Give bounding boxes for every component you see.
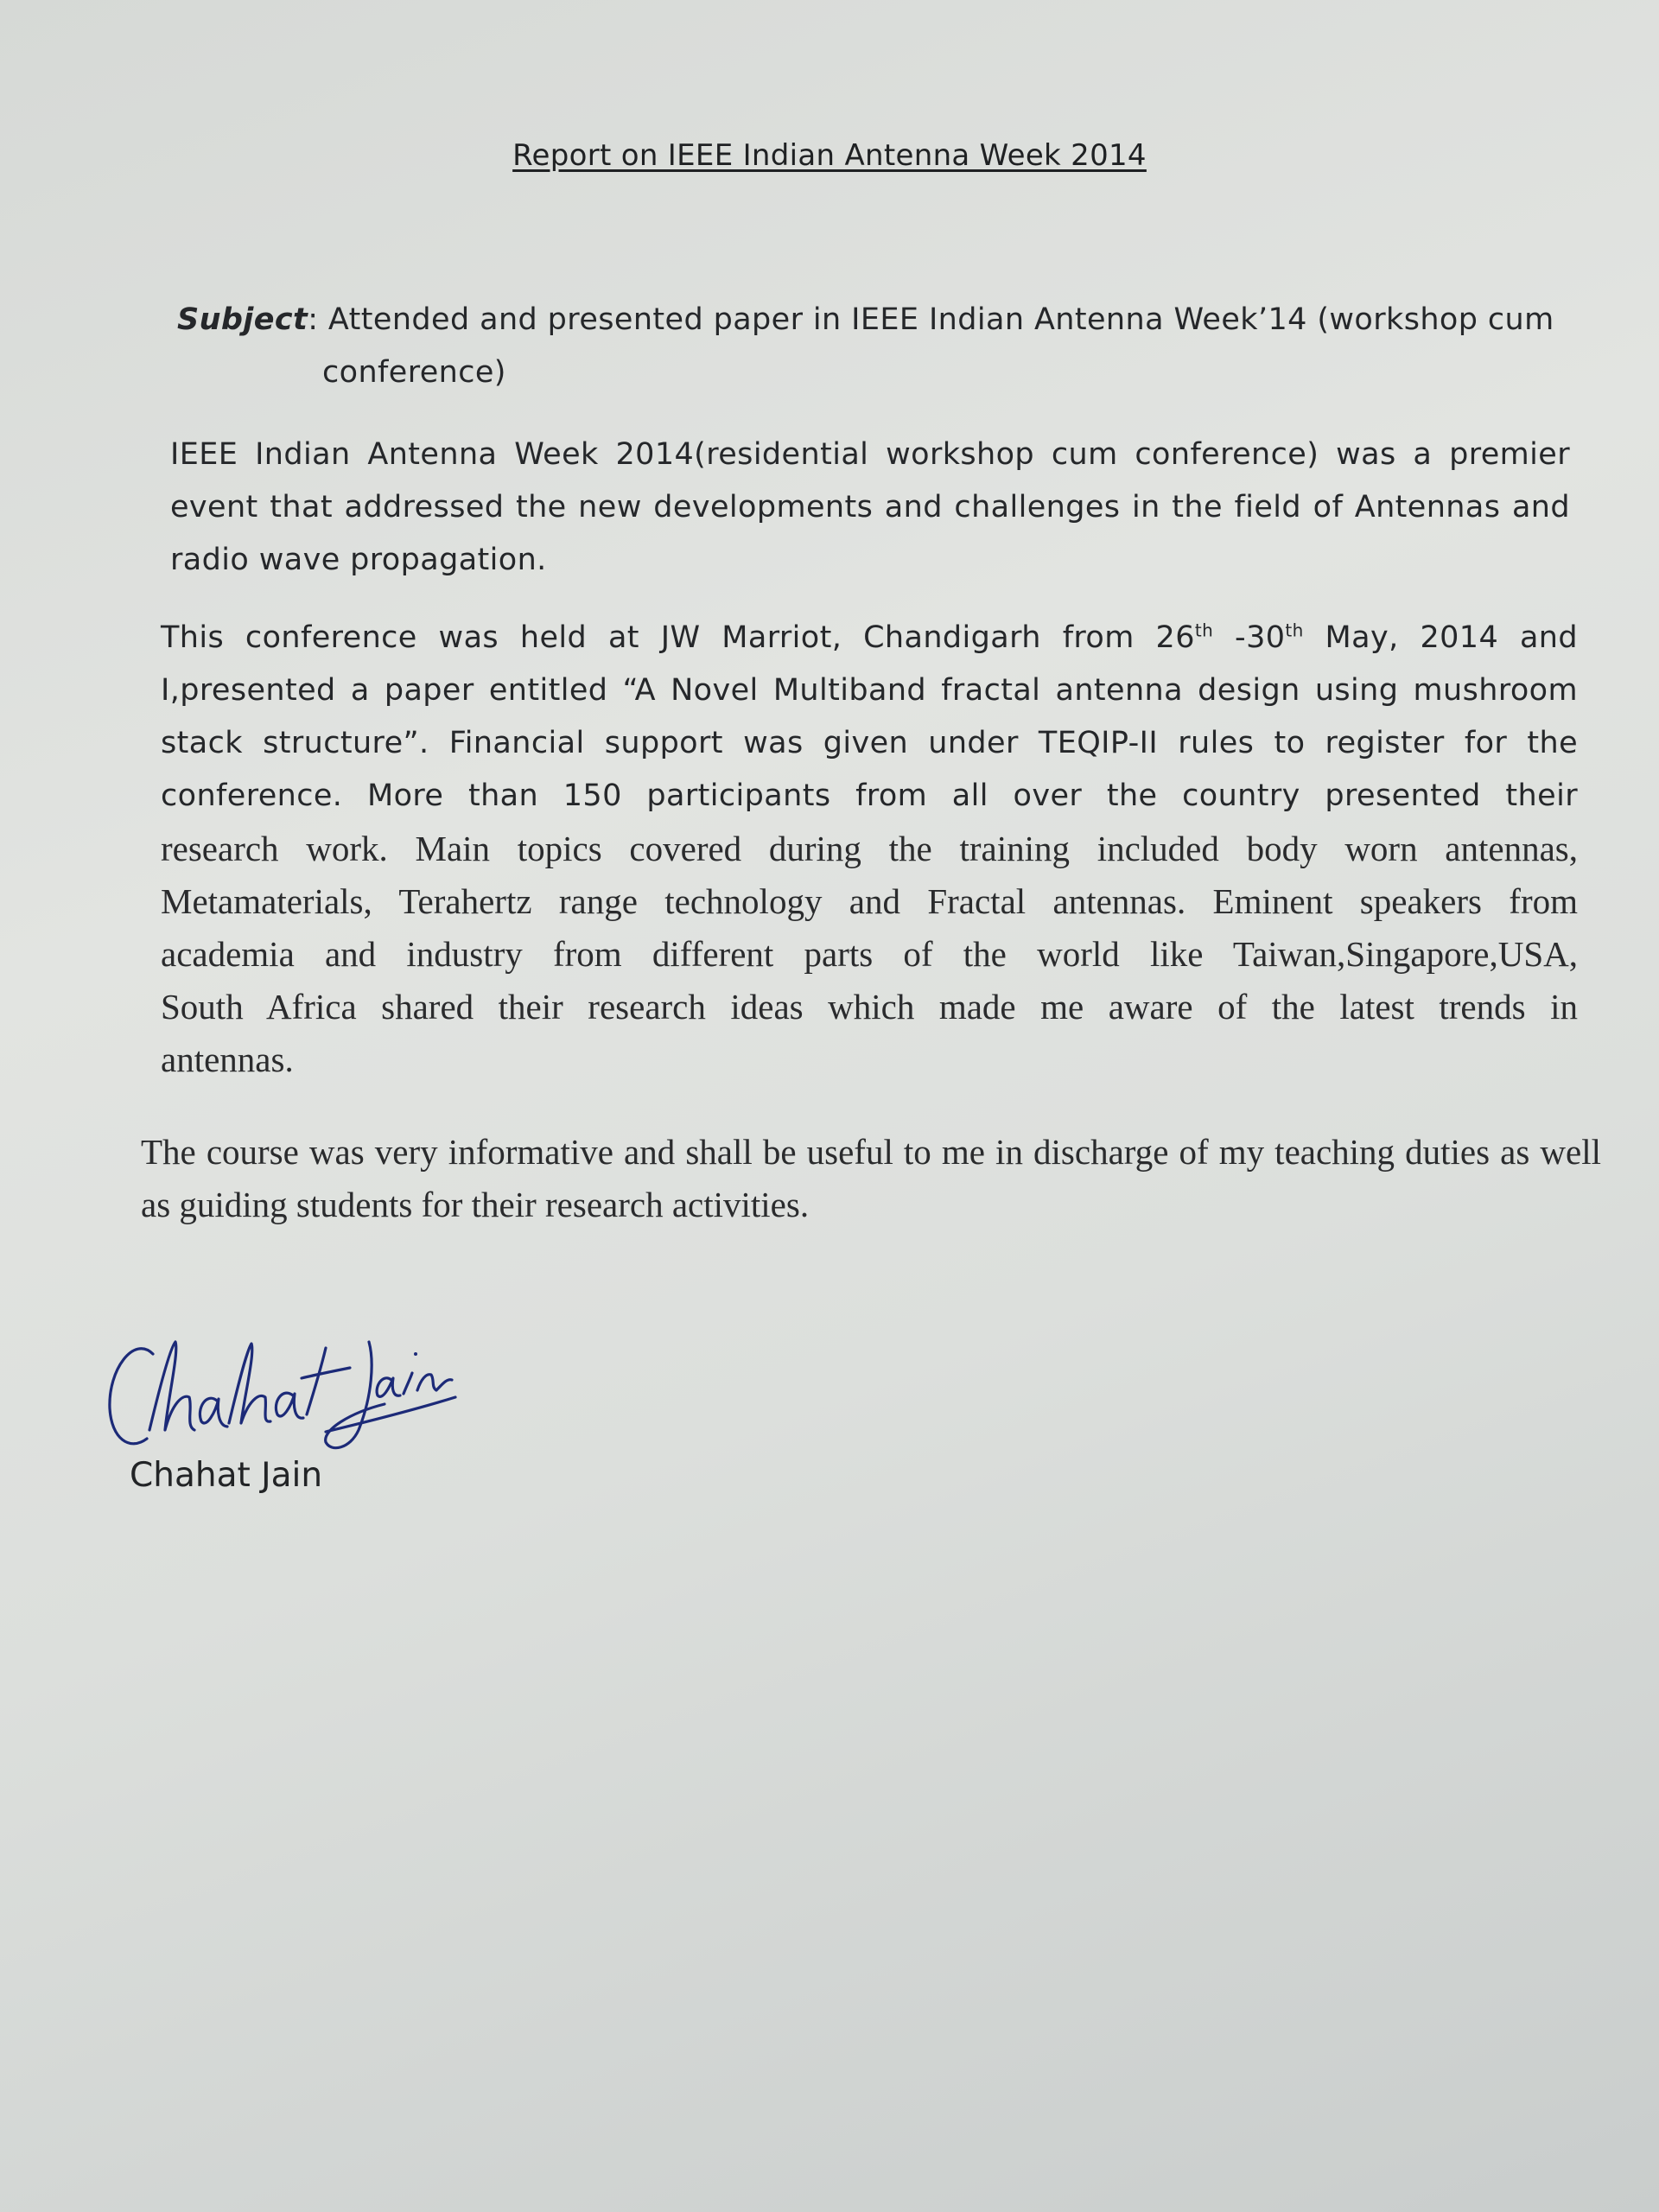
handwritten-signature — [99, 1300, 480, 1460]
subject-line — [177, 294, 1577, 399]
subject-text-continued: conference) — [322, 355, 506, 390]
paragraph-line: Metamaterials, Terahertz range technology and Fractal antennas. Eminent speakers from — [161, 881, 1578, 921]
report-title: Report on IEEE Indian Antenna Week 2014 — [512, 138, 1147, 173]
paragraph-conference-details — [161, 612, 1578, 1086]
paragraph-line: antennas. — [161, 1039, 294, 1079]
subject-label: Subject — [177, 302, 308, 337]
paragraph-line: South Africa shared their research ideas which made me aware of the latest trends in — [161, 987, 1578, 1027]
paragraph-conclusion: The course was very informative and shall be useful to me in discharge of my teaching duties as well as guiding students for their research activities. — [141, 1132, 1601, 1224]
paragraph-line: research work. Main topics covered during the training included body worn antennas, — [161, 829, 1578, 868]
paragraph-line: stack structure”. Financial support was given under TEQIP-II rules to register for the — [161, 726, 1578, 760]
paragraph-line: academia and industry from different parts of the world like Taiwan,Singapore,USA, — [161, 934, 1578, 974]
paragraph-line: I,presented a paper entitled “A Novel Multiband fractal antenna design using mushroom — [161, 673, 1578, 708]
signer-name: Chahat Jain — [130, 1456, 323, 1495]
paragraph-line: This conference was held at JW Marriot, Chandigarh from 26th -30th May, 2014 and — [161, 620, 1578, 655]
paragraph-intro: IEEE Indian Antenna Week 2014(residential workshop cum conference) was a premier event that addressed the new developments and challenges in the field of Antennas and radio wave propagation. — [170, 437, 1570, 577]
paragraph-line: conference. More than 150 participants from all over the country presented their — [161, 779, 1578, 813]
subject-text: : Attended and presented paper in IEEE Indian Antenna Week’14 (workshop cum — [308, 302, 1554, 337]
